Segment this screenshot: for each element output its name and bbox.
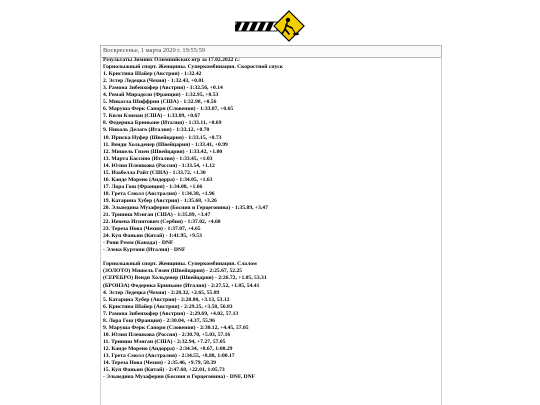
list-item: 7. Кили Кэнман (США) - 1:33.09, +0.67 [103,113,201,120]
list-item: - Рони Ремм (Канада) - DNF [103,240,174,247]
list-item: 15. Изабелла Райт (США) - 1:33.72, +1.30 [103,169,206,176]
under-construction-banner [235,10,305,42]
list-item: 23. Тереза Нова (Чехия) - 1:37.07, +4.65 [103,226,201,233]
list-item: 9. Маруша Ферк Сапорн (Словения) - 2:30.12, +4.45, 57.05 [103,324,249,331]
list-item: 2. Эстер Ледецка (Чехия) - 1:32.43, +0.01 [103,78,204,85]
list-item: 18. Грета Смолл (Австралия) - 1:34.38, +1.96 [103,190,215,197]
list-item: 1. Кристина Шайер (Австрия) - 1:32.42 [103,71,202,78]
list-item: 17. Лора Гош (Франция) - 1:34.08, +1.66 [103,183,203,190]
list-item: 7. Рамона Зибенхофер (Австрия) - 2:29.69, +4.02, 57.13 [103,310,239,317]
list-item: 8. Лора Гош (Франция) - 2:30.04, +4.37, 55.96 [103,317,215,324]
list-item: 13. Грета Смолл (Австралия) - 2:34.55, +8.88, 1:00.17 [103,352,235,359]
list-item: 3. Рамона Зибенхофер (Австрия) - 1:32.56, +0.14 [103,85,223,92]
list-item: 12. Канде Морено (Андорра) - 2:34.34, +8.67, 1:00.29 [103,345,233,352]
list-item: 11. Венди Хольденер (Швейцария) - 1:33.41, +0.99 [103,141,228,148]
list-item: 14. Юлия Плешкова (Россия) - 1:33.54, +1.12 [103,162,215,169]
list-item: 4. Эстер Ледецка (Чехия) - 2:28.32, +2.65, 55.89 [103,289,220,296]
list-item: (ЗОЛОТО) Мишель Гизен (Швейцария) - 2:25.67, 52.25 [103,268,243,275]
list-item: 5. Катарина Хубер (Австрия) - 2:28.80, +3.13, 53.12 [103,296,230,303]
list-item: 12. Мишель Гизен (Швейцария) - 1:33.42, +1.00 [103,148,223,155]
list-item: - Элена Куртони (Италия) - DNF [103,247,186,254]
list-item: 16. Канде Морено (Андорра) - 1:34.05, +1.63 [103,176,213,183]
list-item: 15. Куп Фаньин (Китай) - 2:47.68, +22.01, 1:05.73 [103,367,225,374]
list-item: 10. Приска Нуфер (Швейцария) - 1:33.15, +0.73 [103,134,222,141]
list-item: 14. Тереза Нова (Чехия) - 2:35.46, +9.79, 58.39 [103,360,216,367]
results-content [100,57,442,405]
list-item: 24. Куп Фаньин (Китай) - 1:41.95, +9.53 [103,233,202,240]
list-item: 21. Триниш Мэнган (США) - 1:35.89, +3.47 [103,212,211,219]
timestamp-text: Воскресенье, 1 марта 2020 г. 19:55:59 [103,47,206,54]
downhill-results-list [103,71,441,254]
downhill-heading: Горнолыжный спорт. Женщины. Суперкомбинация. Скоростной спуск [103,64,283,71]
results-title: Результаты Зимних Олимпийских игр за 17.02.2022 г.: [103,57,240,63]
list-item: 5. Микаэла Шиффрин (США) - 1:32.98, +0.56 [103,99,217,106]
list-item: 10. Юлия Плешкова (Россия) - 2:30.70, +5.03, 57.16 [103,331,231,338]
list-item: 20. Эльведина Музаферия (Босния и Герцеговина) - 1:35.89, +3.47 [103,204,268,211]
list-item: 6. Маруша Ферк Сапорн (Словения) - 1:33.07, +0.65 [103,106,234,113]
list-item: 13. Марта Бассино (Италия) - 1:33.45, +1.03 [103,155,213,162]
slalom-heading: Горнолыжный спорт. Женщины. Суперкомбинация. Слалом [103,261,257,268]
list-item: - Эльведина Музаферия (Босния и Герцеговина) - DNF, DNF [103,374,256,381]
list-item: 6. Кристина Шайер (Австрия) - 2:29.25, +3.58, 56.83 [103,303,233,310]
list-item: 4. Ромай Мирадоли (Франция) - 1:32.95, +0.53 [103,92,219,99]
list-item: 9. Николь Делаго (Италия) - 1:33.12, +0.70 [103,127,210,134]
list-item: 8. Федерика Бриньоне (Италия) - 1:33.11, +0.69 [103,120,222,127]
list-item: 22. Невена Игнятович (Сербия) - 1:37.02, +4.60 [103,219,221,226]
list-item: 11. Триниш Мэнган (США) - 2:32.94, +7.27, 57.05 [103,338,226,345]
worker-icon [235,10,305,42]
slalom-results-list [103,268,441,381]
list-item: (БРОНЗА) Федерика Бриньоне (Италия) - 2:27.52, +1.85, 54.41 [103,282,260,289]
list-item: 19. Катарина Хубер (Австрия) - 1:35.68, +3.26 [103,197,217,204]
list-item: (СЕРЕБРО) Венди Хольденер (Швейцария) - 2:26.72, +1.05, 53.31 [103,275,267,282]
